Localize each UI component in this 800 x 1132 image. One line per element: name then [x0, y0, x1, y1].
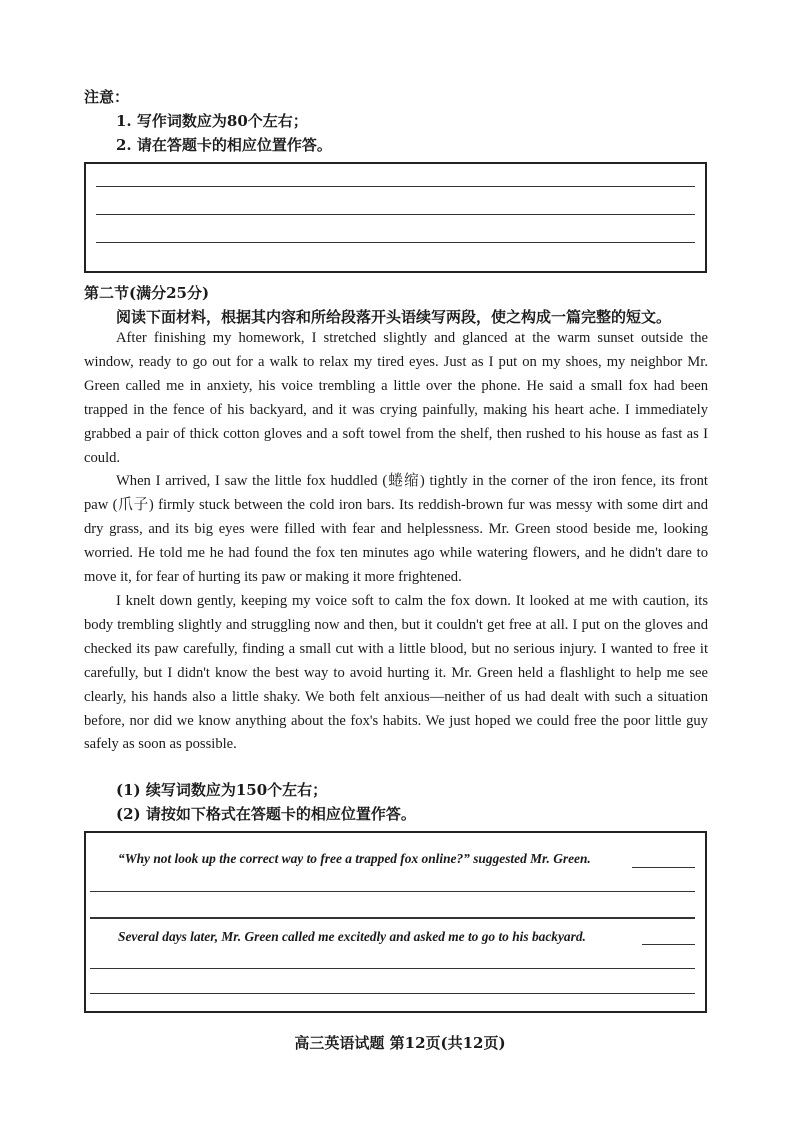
story-paragraph-3: I knelt down gently, keeping my voice soft to calm the fox down. It looked at me with caution, its body trembling slightly and struggling now and then, but it couldn't get free at all. I put on the gloves and checked its paw carefully, finding a small cut with a little blood, but no serious injury. I wanted to free it carefully, but I didn't know the best way to avoid hurting it. Mr. Green held a flashlight to help me see clearly, his hands also a little shaky. We both felt anxious—neither of us had dealt with such a situation before, nor did we know anything about the fox's habits. We just hoped we could free the poor little guy safely as soon as possible. — [84, 592, 708, 753]
prompt-first-paragraph: “Why not look up the correct way to free a trapped fox online?” suggested Mr. Green. — [118, 851, 591, 866]
section-instruction: 阅读下面材料，根据其内容和所给段落开头语续写两段，使之构成一篇完整的短文。 — [116, 308, 672, 326]
answer-line — [642, 944, 695, 945]
answer-line — [90, 917, 695, 919]
notice-title: 注意： — [84, 88, 130, 106]
page-footer: 高三英语试题 第12页(共12页) — [294, 1034, 506, 1052]
requirement-2: (2) 请按如下格式在答题卡的相应位置作答。 — [116, 805, 416, 823]
story-paragraph-1: After finishing my homework, I stretched slightly and glanced at the warm sunset outside the window, ready to go out for a walk to relax my tired eyes. Just as I put on my shoes, my neighbor Mr. Green called me in anxiety, his voice trembling a little over the phone. He said a small fox had been trapped in the fence of his backyard, and it was crying painfully, making his heart ache. I immediately grabbed a pair of thick cotton gloves and a soft towel from the shelf, then rushed to his house as fast as I could. — [84, 330, 708, 466]
answer-line — [96, 242, 695, 243]
section-title: 第二节(满分25分) — [84, 284, 210, 302]
answer-line — [632, 867, 695, 868]
prompt-second-paragraph: Several days later, Mr. Green called me excitedly and asked me to go to his backyard. — [118, 929, 586, 944]
answer-line — [90, 968, 695, 969]
story-paragraph-2: When I arrived, I saw the little fox huddled (蜷缩) tightly in the corner of the iron fence, its front paw (爪子) firmly stuck between the cold iron bars. Its reddish-brown fur was messy with some dirt and dry grass, and its big eyes were filled with fear and helplessness. Mr. Green stood beside me, looking worried. He told me he had found the fox ten minutes ago while watering flowers, and he didn't dare to move it, for fear of hurting its paw or making it more frightened. — [84, 473, 708, 586]
answer-line — [96, 186, 695, 187]
answer-line — [90, 891, 695, 892]
answer-line — [90, 993, 695, 994]
notice-item-2: 2. 请在答题卡的相应位置作答。 — [116, 136, 332, 154]
requirement-1: (1) 续写词数应为150个左右； — [116, 781, 328, 799]
writing-answer-box[interactable] — [84, 162, 707, 273]
answer-line — [96, 214, 695, 215]
notice-item-1: 1. 写作词数应为80个左右； — [116, 112, 308, 130]
story-text — [84, 327, 708, 757]
continuation-answer-box[interactable] — [84, 831, 707, 1013]
